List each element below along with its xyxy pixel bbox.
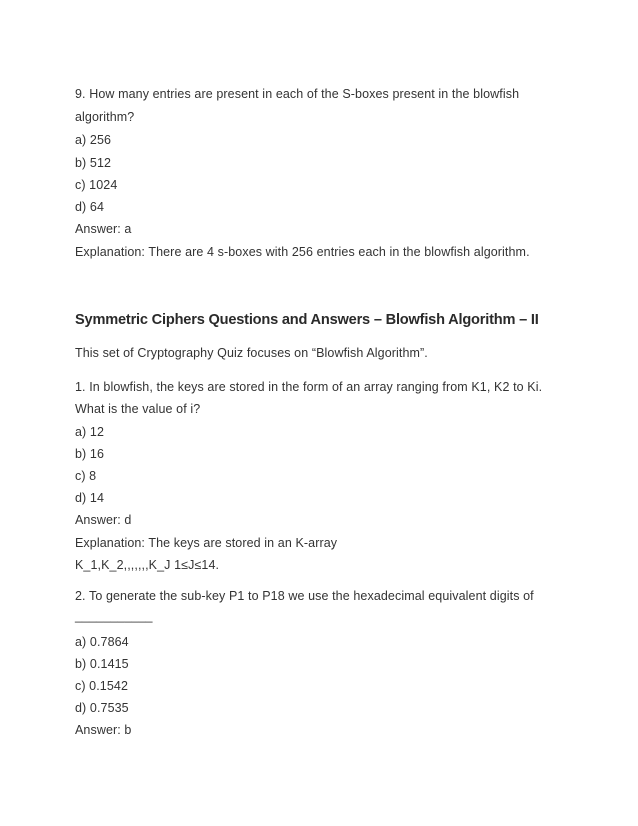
q1-option-a: a) 12 [75, 425, 104, 439]
q9-question-line2: algorithm? [75, 110, 135, 124]
q2-question-line2: ___________ [75, 609, 153, 623]
q9-option-b: b) 512 [75, 156, 112, 170]
q9-option-d: d) 64 [75, 200, 104, 214]
q2-option-c: c) 0.1542 [75, 679, 129, 693]
q9-answer: Answer: a [75, 222, 132, 236]
q1-option-d: d) 14 [75, 491, 104, 505]
q9-question-line1: 9. How many entries are present in each of the S-boxes present in the blowfish [75, 87, 520, 101]
q1-answer: Answer: d [75, 513, 132, 527]
q1-explanation-line1: Explanation: The keys are stored in an K-array [75, 536, 338, 550]
q2-question-line1: 2. To generate the sub-key P1 to P18 we use the hexadecimal equivalent digits of [75, 589, 534, 603]
section-title: Symmetric Ciphers Questions and Answers – Blowfish Algorithm – II [75, 312, 539, 328]
q1-question-line1: 1. In blowfish, the keys are stored in the form of an array ranging from K1, K2 to Ki. [75, 380, 543, 394]
q2-option-d: d) 0.7535 [75, 701, 129, 715]
q9-option-c: c) 1024 [75, 178, 118, 192]
q2-option-a: a) 0.7864 [75, 635, 129, 649]
q1-option-c: c) 8 [75, 469, 97, 483]
q1-question-line2: What is the value of i? [75, 402, 201, 416]
q9-option-a: a) 256 [75, 133, 112, 147]
q2-answer: Answer: b [75, 723, 132, 737]
q1-option-b: b) 16 [75, 447, 104, 461]
q9-explanation: Explanation: There are 4 s-boxes with 256 entries each in the blowfish algorithm. [75, 245, 530, 259]
section-intro: This set of Cryptography Quiz focuses on “Blowfish Algorithm”. [75, 346, 428, 360]
q2-option-b: b) 0.1415 [75, 657, 129, 671]
q1-explanation-line2: K_1,K_2,,,,,,,K_J 1≤J≤14. [75, 558, 220, 572]
